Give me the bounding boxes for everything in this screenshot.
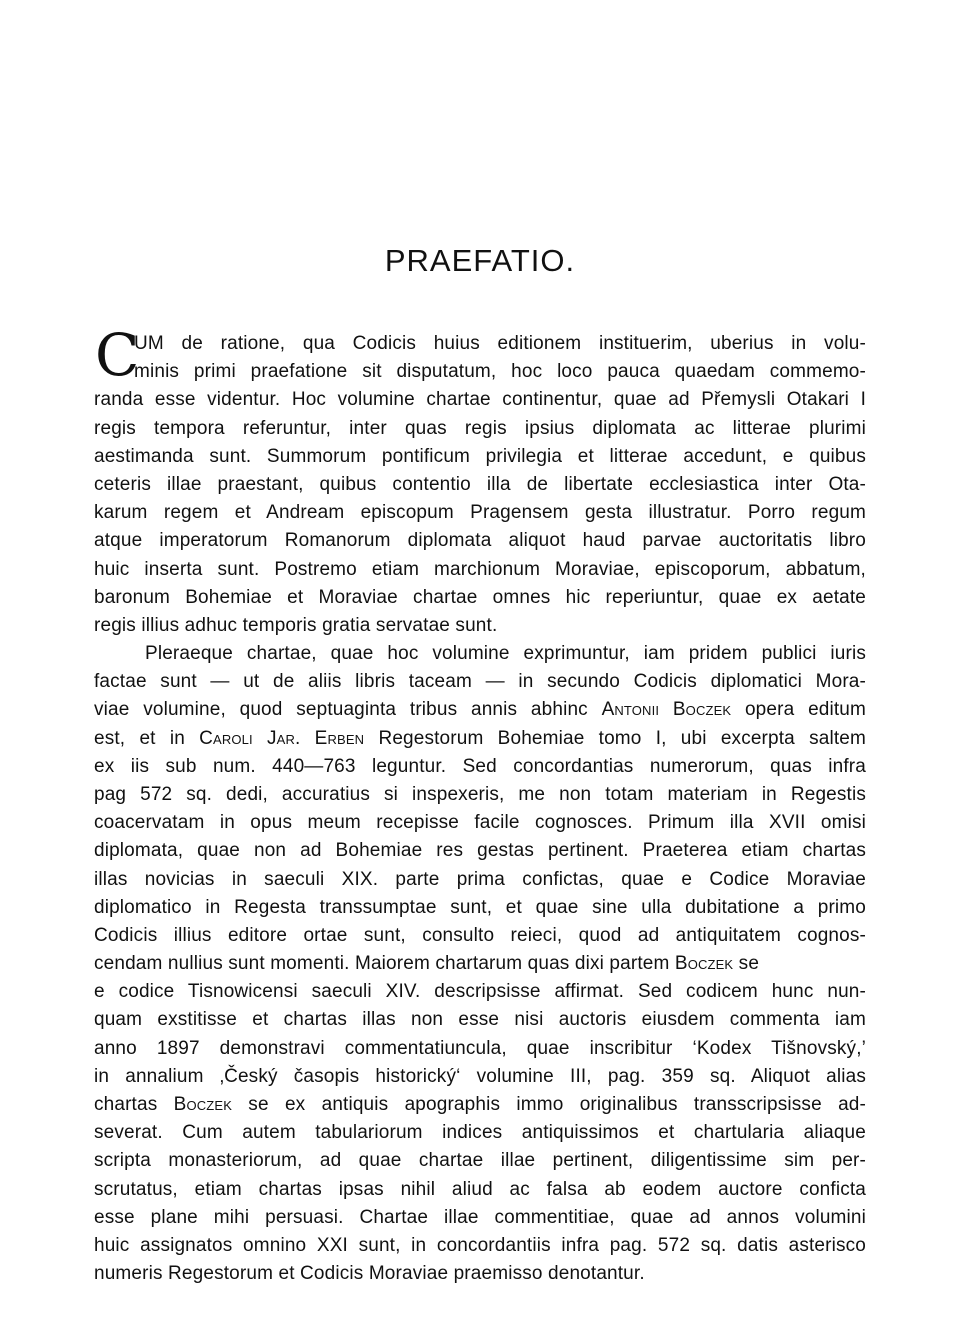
author-name: Boczek — [674, 953, 734, 975]
text-line: huic assignatos omnino XXI sunt, in concordantiis infra pag. 572 sq. datis asterisco — [94, 1234, 866, 1256]
text-line: regis tempora referuntur, inter quas regis ipsius diplomata ac litterae plurimi — [94, 417, 866, 439]
text-line: ex iis sub num. 440—763 leguntur. Sed concordantias numerorum, quas infra — [94, 755, 866, 777]
text-run: chartas — [94, 1094, 174, 1115]
text-line — [94, 1091, 866, 1119]
text-line: pag 572 sq. dedi, accuratius si inspexeris, me non totam materiam in Regestis — [94, 783, 866, 805]
text-run: viae volumine, quod septuaginta tribus annis abhinc — [94, 699, 602, 721]
text-line: quam exstitisse et chartas illas non esse nisi auctoris eiusdem commenta iam — [94, 1009, 866, 1031]
text-line: illas novicias in saeculi XIX. parte prima confictas, quae e Codice Moraviae — [94, 868, 866, 890]
drop-cap: C — [95, 321, 140, 389]
text-line: UM de ratione, qua Codicis huius editionem instituerim, uberius in volu- — [134, 333, 866, 354]
text-line: numeris Regestorum et Codicis Moraviae praemisso denotantur. — [94, 1263, 645, 1285]
text-line: in annalium ‚Český časopis historický‘ volumine III, pag. 359 sq. Aliquot alias — [94, 1065, 866, 1087]
text-line: aestimanda sunt. Summorum pontificum privilegia et litterae accedunt, e quibus — [94, 445, 866, 467]
author-name: Antonii Boczek — [601, 699, 732, 721]
text-line: randa esse videntur. Hoc volumine chartae continentur, quae ad Přemysli Otakari I — [94, 389, 866, 411]
text-run: Regestorum Bohemiae tomo I, ubi excerpta saltem — [364, 727, 866, 749]
text-run: est, et in — [94, 727, 200, 749]
text-line: huic inserta sunt. Postremo etiam marchionum Moraviae, episcoporum, abbatum, — [94, 558, 866, 580]
text-run: cendam nullius sunt momenti. Maiorem chartarum quas dixi partem — [94, 953, 675, 975]
text-line: regis illius adhuc temporis gratia servatae sunt. — [94, 614, 498, 636]
text-line: ceteris illae praestant, quibus contentio illa de libertate ecclesiastica inter Ota- — [94, 473, 866, 495]
text-line: Codicis illius editore ortae sunt, consulto reieci, quod ad antiquitatem cognos- — [94, 924, 866, 946]
paragraph-2 — [94, 640, 866, 1288]
text-line: atque imperatorum Romanorum diplomata aliquot haud parvae auctoritatis libro — [94, 530, 866, 552]
paragraph-1 — [94, 321, 866, 640]
text-line: esse plane mihi persuasi. Chartae illae commentitiae, quae ad annos volumini — [94, 1206, 866, 1228]
text-run: se — [733, 953, 760, 975]
text-line: severat. Cum autem tabulariorum indices antiquissimos et chartularia aliaque — [94, 1122, 866, 1144]
text-line: karum regem et Andream episcopum Pragensem gesta illustratur. Porro regum — [94, 502, 866, 524]
text-run: opera editum — [731, 699, 866, 721]
text-line: factae sunt — ut de aliis libris taceam — in secundo Codicis diplomatici Mora- — [94, 671, 866, 693]
author-name: Caroli Jar. Erben — [199, 727, 365, 749]
text-line — [94, 725, 866, 753]
text-run: se ex antiquis apographis immo originalibus transscripsisse ad- — [232, 1094, 866, 1115]
text-line: scrutatus, etiam chartas ipsas nihil aliud ac falsa ab eodem auctore conficta — [94, 1178, 866, 1200]
text-line: baronum Bohemiae et Moraviae chartae omnes hic reperiuntur, quae ex aetate — [94, 586, 866, 608]
text-line: coacervatam in opus meum recepisse facile cognosces. Primum illa XVII omisi — [94, 812, 866, 834]
text-line: e codice Tisnowicensi saeculi XIV. descripsisse affirmat. Sed codicem hunc nun- — [94, 981, 866, 1003]
author-name: Boczek — [173, 1094, 233, 1115]
text-line: diplomata, quae non ad Bohemiae res gestas pertinent. Praeterea etiam chartas — [94, 840, 866, 862]
page-title: PRAEFATIO. — [384, 243, 576, 278]
text-line: Pleraeque chartae, quae hoc volumine exprimuntur, iam pridem publici iuris — [145, 643, 866, 664]
text-line: scripta monasteriorum, ad quae chartae illae pertinent, diligentissime sim per- — [94, 1150, 866, 1172]
text-line: anno 1897 demonstravi commentatiuncula, quae inscribitur ‘Kodex Tišnovský,’ — [94, 1037, 866, 1059]
text-line: minis primi praefatione sit disputatum, hoc loco pauca quaedam commemo- — [134, 361, 866, 383]
text-line — [94, 950, 866, 978]
text-line: diplomatico in Regesta transsumptae sunt, et quae sine ulla dubitatione a primo — [94, 896, 866, 918]
text-line — [94, 696, 866, 724]
